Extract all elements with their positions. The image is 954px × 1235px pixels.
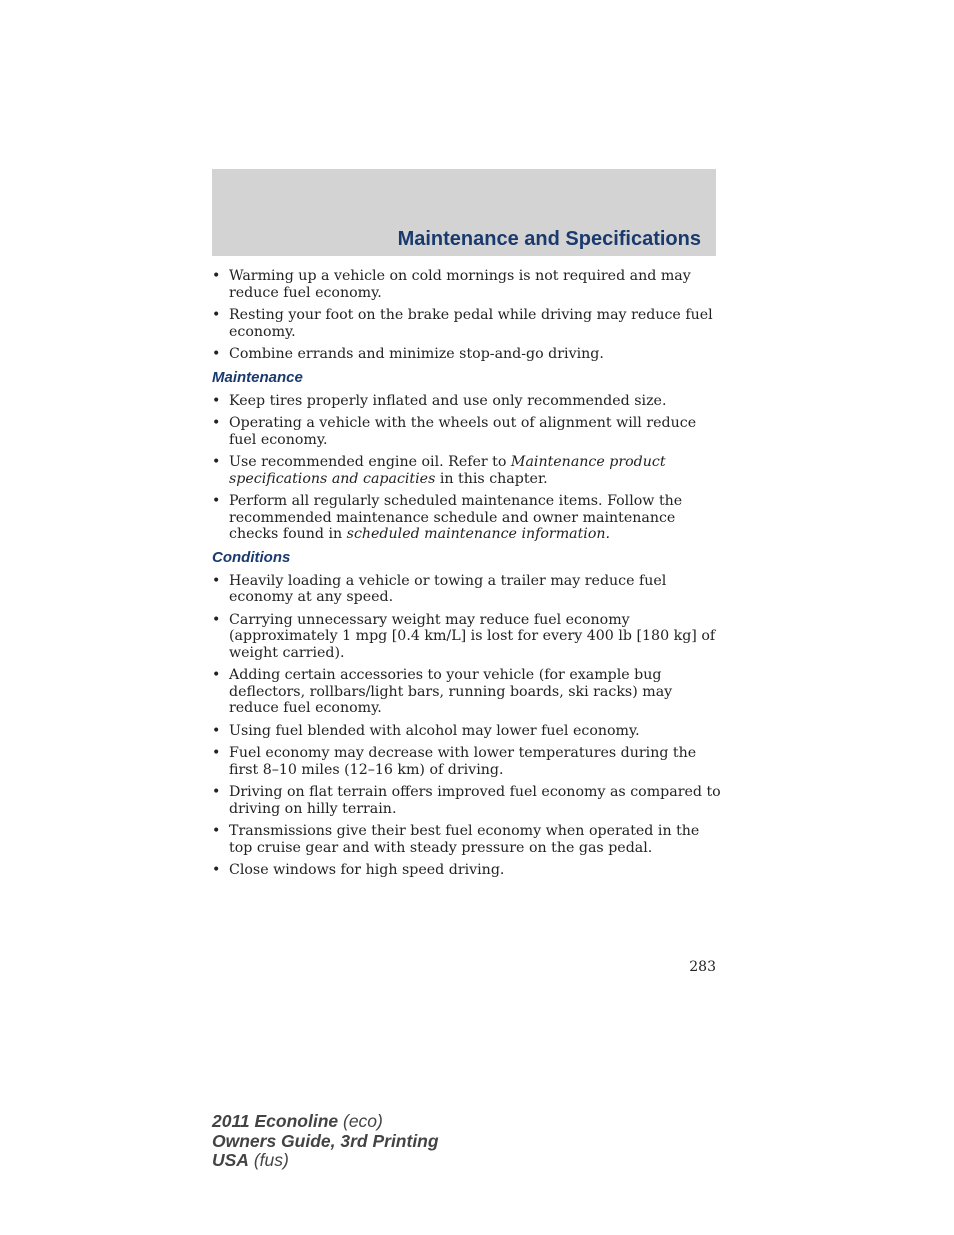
- item-text: Perform all regularly scheduled maintenance items. Follow the recommended maintenance schedule and owner maintenance checks found in: [229, 493, 683, 542]
- list-item: • Carrying unnecessary weight may reduce fuel economy (approximately 1 mpg [0.4 km/L] is lost for every 400 lb [180 kg] of weight carried).: [212, 612, 722, 662]
- list-item: • Warming up a vehicle on cold mornings is not required and may reduce fuel economy.: [212, 268, 722, 301]
- section-title: Maintenance and Specifications: [397, 228, 701, 250]
- item-text: in this chapter.: [435, 470, 548, 487]
- document-footer: [212, 1112, 439, 1171]
- list-item: [212, 454, 722, 487]
- list-item: • Keep tires properly inflated and use only recommended size.: [212, 393, 722, 410]
- intro-list: [212, 268, 722, 363]
- footer-line-market: [212, 1151, 439, 1171]
- footer-model-code: (eco): [338, 1111, 383, 1131]
- page-content: [212, 268, 722, 885]
- footer-market-code: (fus): [248, 1150, 289, 1170]
- list-item: • Adding certain accessories to your vehicle (for example bug deflectors, rollbars/light bars, running boards, ski racks) may reduce fuel economy.: [212, 667, 722, 717]
- conditions-heading: Conditions: [212, 548, 291, 566]
- list-item: • Close windows for high speed driving.: [212, 862, 722, 879]
- list-item: • Driving on flat terrain offers improved fuel economy as compared to driving on hilly terrain.: [212, 784, 722, 817]
- list-item: [212, 493, 722, 543]
- list-item: • Heavily loading a vehicle or towing a trailer may reduce fuel economy at any speed.: [212, 573, 722, 606]
- footer-line-guide: [212, 1132, 439, 1152]
- cross-reference: scheduled maintenance information.: [346, 526, 611, 542]
- list-item: • Operating a vehicle with the wheels out of alignment will reduce fuel economy.: [212, 415, 722, 448]
- footer-model: 2011 Econoline: [212, 1111, 339, 1131]
- footer-line-model: [212, 1112, 439, 1132]
- section-header-bar: [212, 169, 716, 256]
- maintenance-list: [212, 393, 722, 543]
- maintenance-heading: Maintenance: [212, 368, 303, 386]
- list-item: • Resting your foot on the brake pedal while driving may reduce fuel economy.: [212, 307, 722, 340]
- list-item: • Using fuel blended with alcohol may lower fuel economy.: [212, 723, 722, 740]
- list-item: • Fuel economy may decrease with lower temperatures during the first 8–10 miles (12–16 km) of driving.: [212, 745, 722, 778]
- conditions-list: [212, 573, 722, 879]
- cross-reference: Maintenance product specifications and capacities: [229, 454, 666, 487]
- list-item: • Transmissions give their best fuel economy when operated in the top cruise gear and with steady pressure on the gas pedal.: [212, 823, 722, 856]
- footer-market: USA: [212, 1150, 249, 1170]
- list-item: • Combine errands and minimize stop-and-go driving.: [212, 346, 722, 363]
- item-text: Use recommended engine oil. Refer to: [229, 454, 511, 470]
- page-number: 283: [689, 959, 716, 975]
- footer-guide: Owners Guide, 3rd Printing: [212, 1130, 439, 1151]
